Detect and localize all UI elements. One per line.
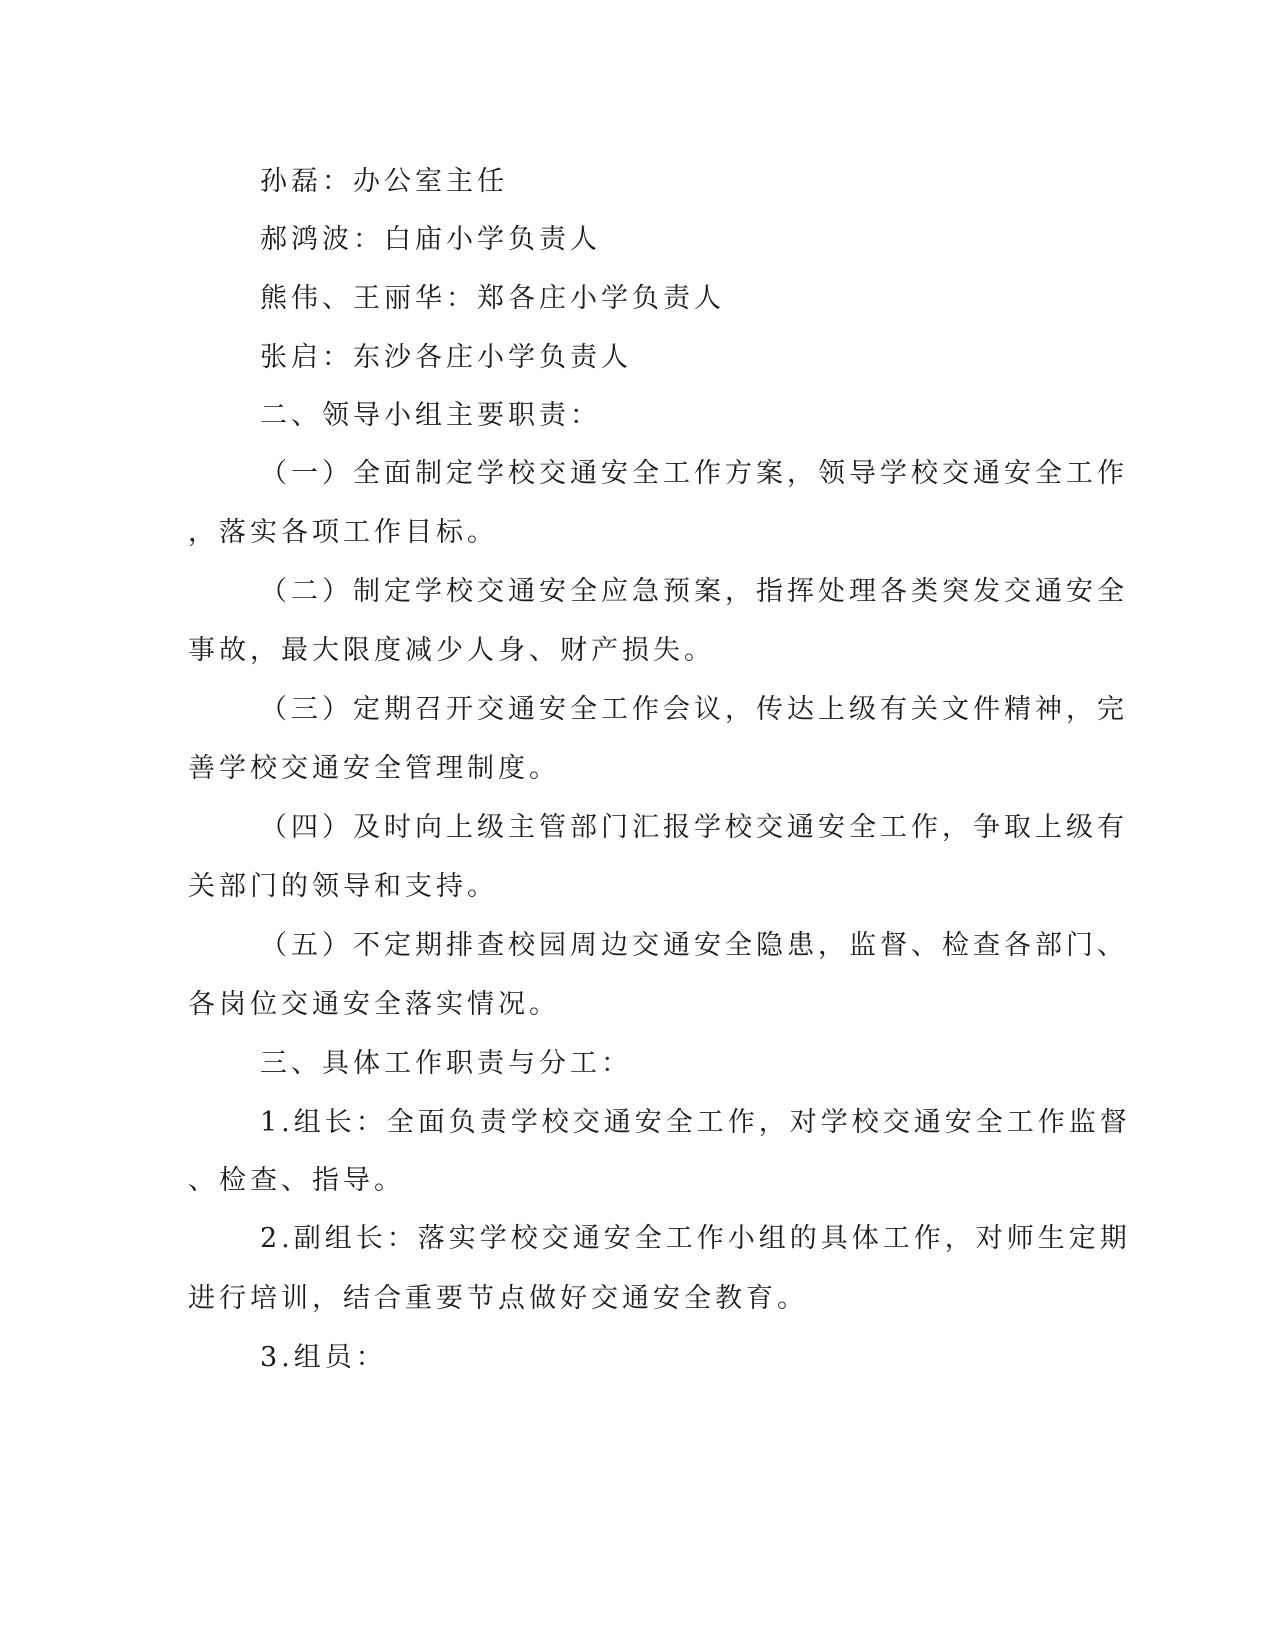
member-line-xiong-wei: 熊伟、王丽华：郑各庄小学负责人 — [260, 283, 725, 314]
role-deputy-line-2: 进行培训，结合重要节点做好交通安全教育。 — [188, 1283, 808, 1314]
duty-1-line-2: ，落实各项工作目标。 — [188, 517, 498, 548]
duty-3-line-2: 善学校交通安全管理制度。 — [188, 753, 560, 784]
duty-4-line-2: 关部门的领导和支持。 — [188, 871, 498, 902]
section-heading-2: 二、领导小组主要职责： — [260, 400, 601, 431]
role-members-line: 3.组员： — [260, 1342, 387, 1373]
duty-2-line-2: 事故，最大限度减少人身、财产损失。 — [188, 635, 715, 666]
role-deputy-line-1: 2.副组长：落实学校交通安全工作小组的具体工作，对师生定期 — [260, 1223, 1131, 1254]
member-line-sun-lei: 孙磊：办公室主任 — [260, 166, 508, 197]
role-leader-line-2: 、检查、指导。 — [188, 1165, 405, 1196]
duty-5-line-2: 各岗位交通安全落实情况。 — [188, 989, 560, 1020]
member-line-hao-hongbo: 郝鸿波：白庙小学负责人 — [260, 224, 601, 255]
role-leader-line-1: 1.组长：全面负责学校交通安全工作，对学校交通安全工作监督 — [260, 1107, 1131, 1138]
member-line-zhang-qi: 张启：东沙各庄小学负责人 — [260, 342, 632, 373]
duty-2-line-1: （二）制定学校交通安全应急预案，指挥处理各类突发交通安全 — [260, 576, 1128, 607]
duty-3-line-1: （三）定期召开交通安全工作会议，传达上级有关文件精神，完 — [260, 694, 1128, 725]
duty-4-line-1: （四）及时向上级主管部门汇报学校交通安全工作，争取上级有 — [260, 812, 1128, 843]
duty-1-line-1: （一）全面制定学校交通安全工作方案，领导学校交通安全工作 — [260, 458, 1128, 489]
duty-5-line-1: （五）不定期排查校园周边交通安全隐患，监督、检查各部门、 — [260, 930, 1128, 961]
section-heading-3: 三、具体工作职责与分工： — [260, 1048, 632, 1079]
